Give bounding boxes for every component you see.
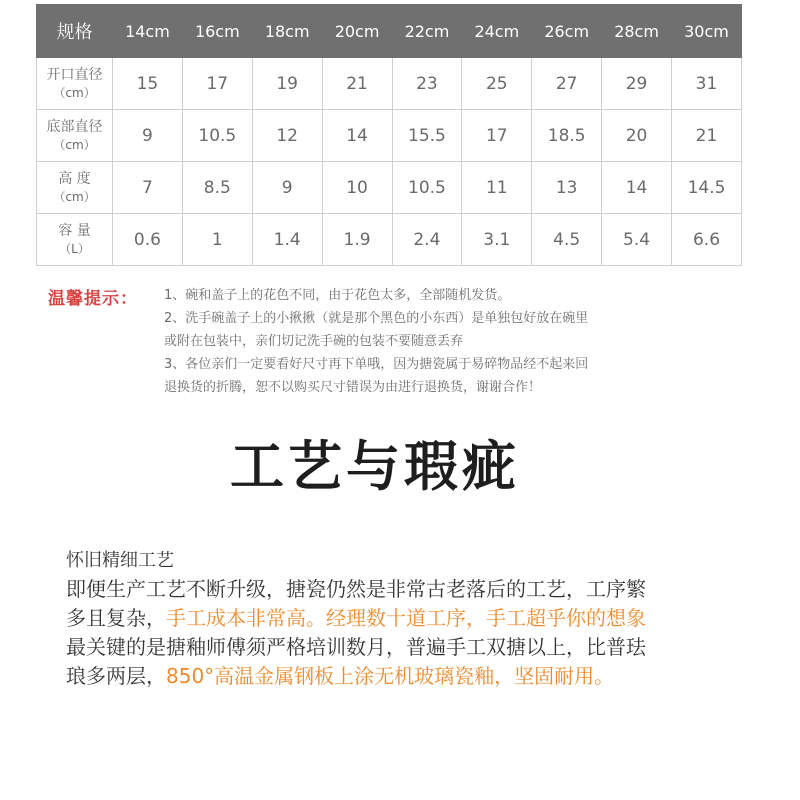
row-label-unit: （cm） [53,137,96,152]
size-header: 20cm [322,5,392,58]
craft-line [66,662,746,691]
row-label [37,214,113,266]
craft-highlight: 850°高温金属钢板上涂无机玻璃瓷釉，坚固耐用。 [166,664,615,688]
craft-subtitle: 怀旧精细工艺 [66,550,174,571]
table-cell: 4.5 [532,214,602,266]
table-cell: 13 [532,162,602,214]
table-cell: 9 [113,110,183,162]
table-cell: 1.9 [322,214,392,266]
spec-header-row [37,5,742,58]
tip-line: 1、碗和盖子上的花色不同，由于花色太多，全部随机发货。 [164,288,511,303]
size-header: 14cm [113,5,183,58]
size-header: 28cm [602,5,672,58]
spec-row-capacity [37,214,742,266]
size-header: 22cm [392,5,462,58]
craft-text: 多且复杂， [66,606,166,630]
table-cell: 10.5 [182,110,252,162]
spec-header-label: 规格 [37,5,113,58]
table-cell: 21 [322,58,392,110]
table-cell: 29 [602,58,672,110]
tip-line: 2、洗手碗盖子上的小揪揪（就是那个黑色的小东西）是单独包好放在碗里 [164,311,589,326]
row-label-unit: （cm） [53,189,96,204]
craft-highlight: 手工成本非常高。经理数十道工序，手工超乎你的想象 [166,606,646,630]
table-cell: 1 [182,214,252,266]
table-cell: 19 [252,58,322,110]
spec-row-bottom-diameter [37,110,742,162]
table-cell: 3.1 [462,214,532,266]
table-cell: 5.4 [602,214,672,266]
table-cell: 15 [113,58,183,110]
table-cell: 11 [462,162,532,214]
table-cell: 18.5 [532,110,602,162]
craft-text: 琅多两层， [66,664,166,688]
size-header: 16cm [182,5,252,58]
row-label-text: 开口直径 [46,66,103,83]
table-cell: 25 [462,58,532,110]
table-cell: 7 [113,162,183,214]
size-header: 26cm [532,5,602,58]
row-label-text: 高 度 [58,170,91,187]
size-header: 18cm [252,5,322,58]
table-cell: 2.4 [392,214,462,266]
table-cell: 14.5 [672,162,742,214]
table-cell: 1.4 [252,214,322,266]
row-label-unit: （cm） [53,85,96,100]
table-cell: 9 [252,162,322,214]
table-cell: 27 [532,58,602,110]
row-label [37,110,113,162]
table-cell: 21 [672,110,742,162]
tip-line: 3、各位亲们一定要看好尺寸再下单哦，因为搪瓷属于易碎物品经不起来回 [164,357,589,372]
table-cell: 8.5 [182,162,252,214]
craft-line: 即便生产工艺不断升级，搪瓷仍然是非常古老落后的工艺，工序繁 [66,577,646,601]
table-cell: 10 [322,162,392,214]
craft-line: 最关键的是搪釉师傅须严格培训数月，普遍手工双搪以上，比普珐 [66,635,646,659]
table-cell: 6.6 [672,214,742,266]
row-label [37,162,113,214]
tip-line: 退换货的折腾，恕不以购买尺寸错误为由进行退换货，谢谢合作！ [164,380,542,395]
table-cell: 15.5 [392,110,462,162]
table-cell: 14 [602,162,672,214]
size-header: 30cm [672,5,742,58]
size-header: 24cm [462,5,532,58]
spec-row-height [37,162,742,214]
table-cell: 12 [252,110,322,162]
table-cell: 20 [602,110,672,162]
craft-description [66,546,746,691]
section-title: 工艺与瑕疵 [230,435,520,498]
table-cell: 23 [392,58,462,110]
table-cell: 0.6 [113,214,183,266]
spec-row-opening-diameter [37,58,742,110]
row-label [37,58,113,110]
table-cell: 10.5 [392,162,462,214]
table-cell: 14 [322,110,392,162]
row-label-text: 底部直径 [46,118,103,135]
tip-line: 或附在包装中，亲们切记洗手碗的包装不要随意丢弃 [164,334,464,349]
table-cell: 17 [462,110,532,162]
tips-list [164,284,744,399]
spec-table [36,4,742,266]
craft-line [66,604,746,633]
tips-label: 温馨提示： [48,289,138,309]
row-label-unit: （L） [59,241,90,256]
table-cell: 31 [672,58,742,110]
table-cell: 17 [182,58,252,110]
row-label-text: 容 量 [58,222,91,239]
